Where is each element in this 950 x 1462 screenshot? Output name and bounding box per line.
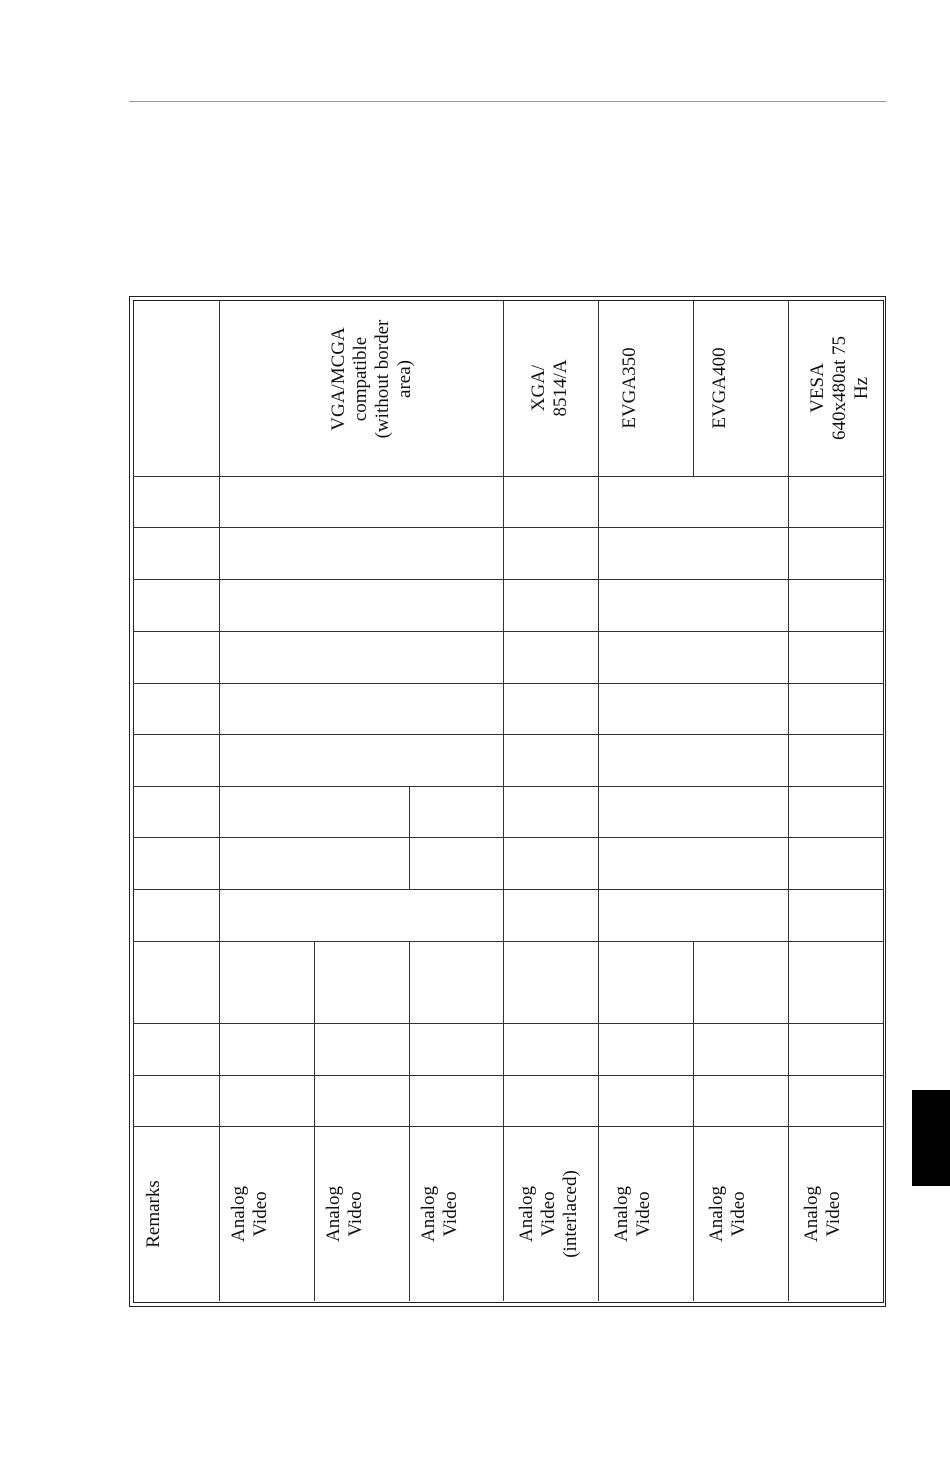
section-tab-marker [912,1090,950,1186]
header-evga350: EVGA350 [619,347,640,429]
column-line [314,941,315,1301]
column-line [693,941,694,1301]
remarks-vesa: Analog Video [801,1186,844,1242]
header-xga: XGA/ 8514/A [528,359,571,417]
remarks-xga: Analog Video (interlaced) [516,1170,581,1258]
display-modes-table-inner [133,300,884,1303]
row-line [133,527,883,528]
row-line [133,683,883,684]
row-line [133,786,883,787]
row-line [133,941,883,942]
row-line [133,1075,883,1076]
row-line [133,837,883,838]
column-line [598,300,599,1301]
row-line [133,734,883,735]
row-line [133,889,883,890]
column-line [503,300,504,1301]
remarks-vga-col3: Analog Video [418,1186,461,1242]
row-line [133,1126,883,1127]
remarks-label: Remarks [143,1180,164,1248]
header-vesa: VESA 640x480at 75 Hz [807,336,872,440]
column-line [409,786,410,889]
remarks-evga350: Analog Video [611,1186,654,1242]
row-line [133,631,883,632]
row-line [133,579,883,580]
header-rule [129,101,886,102]
column-line [788,300,789,1301]
row-line [133,476,883,477]
header-vga-mcga: VGA/MCGA compatible (without border area) [328,319,415,439]
column-line [219,300,220,1301]
header-evga400: EVGA400 [709,347,730,429]
remarks-evga400: Analog Video [706,1186,749,1242]
remarks-vga-col2: Analog Video [323,1186,366,1242]
remarks-vga-col1: Analog Video [228,1186,271,1242]
column-line [409,941,410,1301]
column-line [693,300,694,476]
row-line [133,1023,883,1024]
